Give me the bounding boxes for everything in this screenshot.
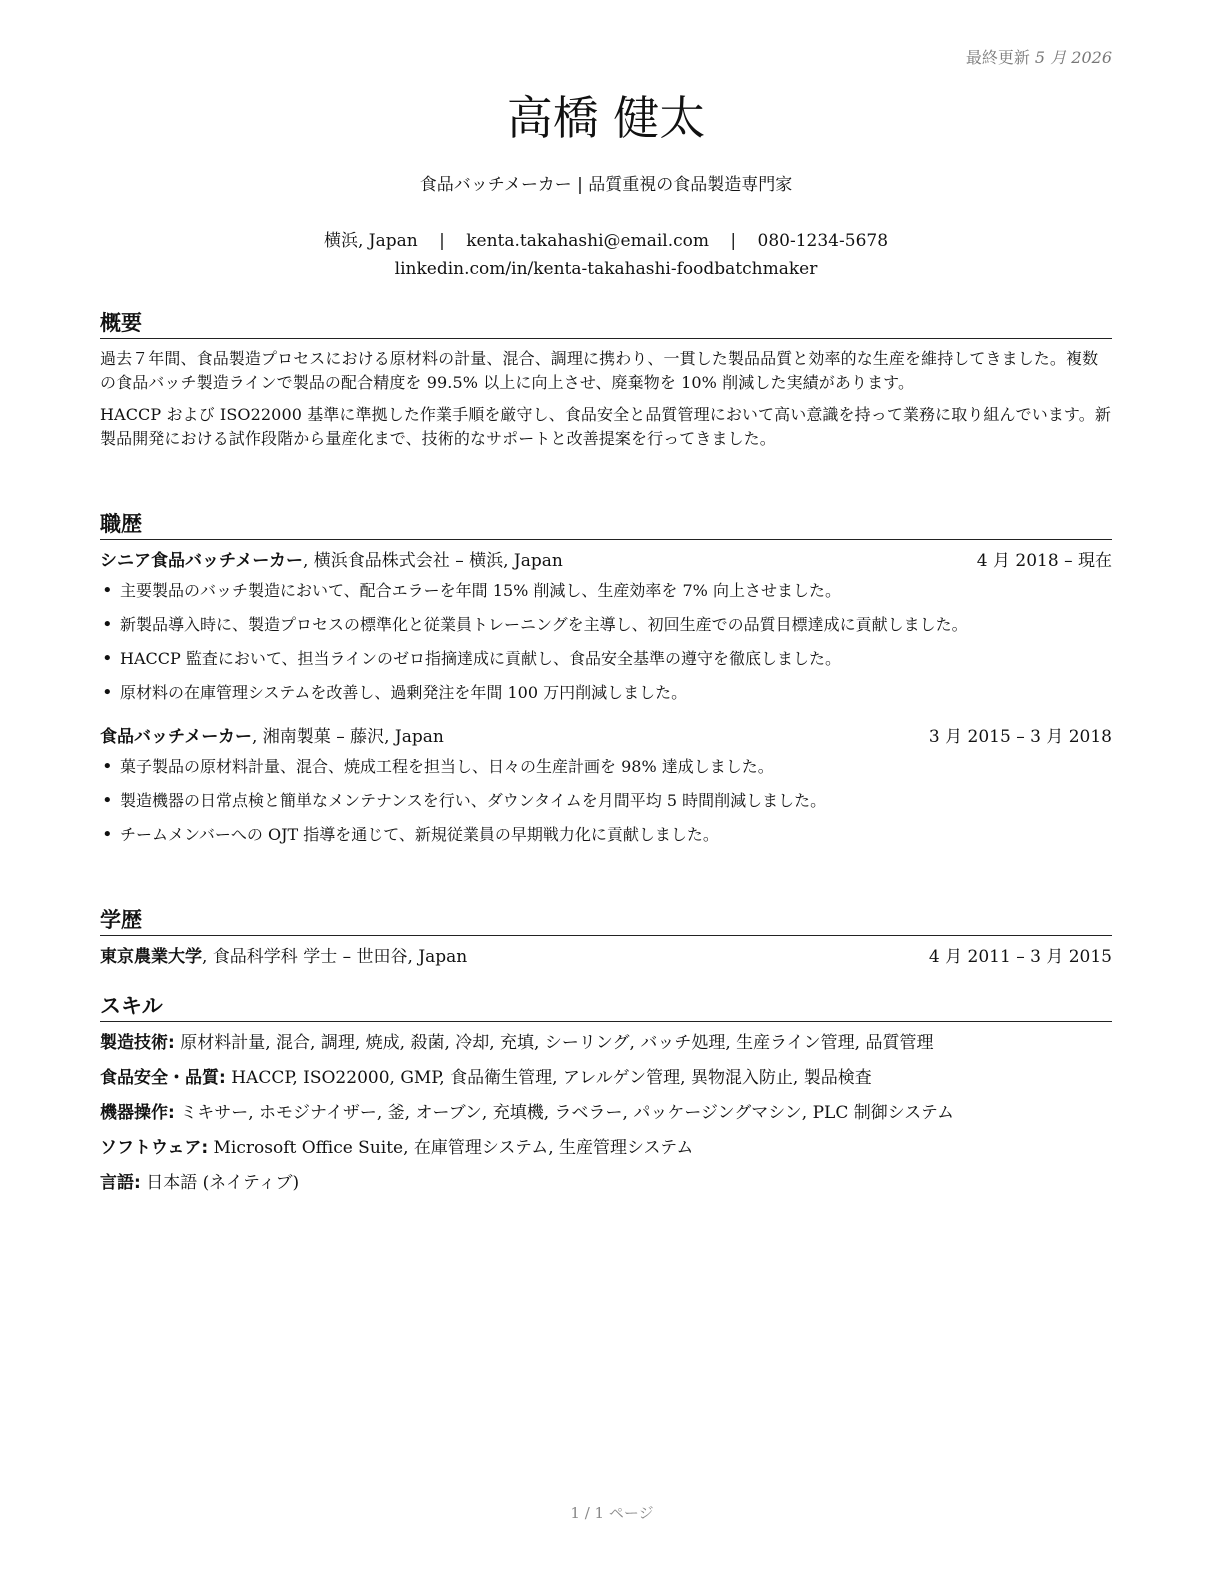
contact-separator: |: [439, 231, 445, 251]
job-header: [100, 548, 1112, 574]
education-section: [100, 906, 1112, 970]
location: 横浜, Japan: [323, 231, 418, 251]
section-title-education: 学歴: [100, 906, 1112, 936]
phone[interactable]: 080-1234-5678: [757, 231, 889, 251]
skill-values: HACCP, ISO22000, GMP, 食品衛生管理, アレルゲン管理, 異物混入防止, 製品検査: [225, 1068, 872, 1088]
contact-line: [100, 226, 1112, 251]
experience-section: [100, 510, 1112, 856]
skill-values: ミキサー, ホモジナイザー, 釜, オーブン, 充填機, ラベラー, パッケージングマシン, PLC 制御システム: [174, 1103, 955, 1123]
job-bullet: • 主要製品のバッチ製造において、配合エラーを年間 15% 削減し、生産効率を 7% 向上させました。: [100, 578, 1112, 603]
summary-paragraph: HACCP および ISO22000 基準に準拠した作業手順を厳守し、食品安全と品質管理において高い意識を持って業務に取り組んでいます。新製品開発における試作段階から量産化まで、技術的なサポートと改善提案を行ってきました。: [100, 405, 1111, 448]
education-entry: [100, 944, 1112, 970]
job-entry: [100, 724, 1112, 847]
job-bullets: [100, 578, 1112, 705]
job-bullets: [100, 754, 1112, 847]
section-title-skills: スキル: [100, 992, 1112, 1022]
section-title-experience: 職歴: [100, 510, 1112, 540]
headline: 食品バッチメーカー | 品質重視の食品製造専門家: [419, 175, 793, 195]
job-bullet: • 新製品導入時に、製造プロセスの標準化と従業員トレーニングを主導し、初回生産での品質目標達成に貢献しました。: [100, 612, 1112, 637]
education-dates: 4 月 2011 – 3 月 2015: [928, 947, 1112, 967]
skill-row: [100, 1065, 1112, 1091]
summary-paragraph: 過去７年間、食品製造プロセスにおける原材料の計量、混合、調理に携わり、一貫した製品品質と効率的な生産を維持してきました。複数の食品バッチ製造ラインで製品の配合精度を 99.5% 以上に向上させ、廃棄物を 10% 削減した実績があります。: [100, 349, 1099, 392]
job-bullet: • 原材料の在庫管理システムを改善し、過剰発注を年間 100 万円削減しました。: [100, 680, 1112, 705]
last-updated-date: 5 月 2026: [1034, 48, 1112, 67]
job-bullet: • チームメンバーへの OJT 指導を通じて、新規従業員の早期戦力化に貢献しました。: [100, 822, 1112, 847]
skill-category: 食品安全・品質:: [100, 1068, 226, 1088]
job-dates: 3 月 2015 – 3 月 2018: [928, 727, 1112, 747]
school-name: 東京農業大学: [100, 947, 202, 967]
skills-section: [100, 992, 1112, 1205]
job-company-location: , 横浜食品株式会社 – 横浜, Japan: [302, 551, 563, 571]
email-link[interactable]: kenta.takahashi@email.com: [466, 231, 709, 251]
linkedin-link[interactable]: linkedin.com/in/kenta-takahashi-foodbatchmaker: [394, 259, 818, 279]
summary-section: [100, 309, 1112, 459]
candidate-name: 高橋 健太: [506, 91, 706, 145]
contact-separator: |: [730, 231, 737, 251]
skill-row: [100, 1170, 1112, 1196]
skill-category: 言語:: [100, 1173, 141, 1193]
job-bullet: • HACCP 監査において、担当ラインのゼロ指摘達成に貢献し、食品安全基準の遵守を徹底しました。: [100, 646, 1112, 671]
last-updated: [966, 45, 1112, 68]
job-header: [100, 724, 1112, 750]
skill-values: 日本語 (ネイティブ): [140, 1173, 300, 1193]
skill-values: 原材料計量, 混合, 調理, 焼成, 殺菌, 冷却, 充填, シーリング, バッチ処理, 生産ライン管理, 品質管理: [174, 1033, 934, 1053]
skill-row: [100, 1030, 1112, 1056]
degree-location: , 食品科学科 学士 – 世田谷, Japan: [202, 947, 468, 967]
job-role: 食品バッチメーカー: [100, 727, 252, 747]
job-bullet: • 製造機器の日常点検と簡単なメンテナンスを行い、ダウンタイムを月間平均 5 時間削減しました。: [100, 788, 1112, 813]
job-dates: 4 月 2018 – 現在: [976, 551, 1112, 571]
job-bullet: • 菓子製品の原材料計量、混合、焼成工程を担当し、日々の生産計画を 98% 達成しました。: [100, 754, 1112, 779]
job-entry: [100, 548, 1112, 705]
resume-page: [100, 0, 1112, 1584]
job-company-location: , 湘南製菓 – 藤沢, Japan: [251, 727, 444, 747]
page-indicator: 1 / 1 ページ: [570, 1504, 654, 1522]
section-title-summary: 概要: [100, 309, 1112, 339]
skill-values: Microsoft Office Suite, 在庫管理システム, 生産管理システム: [208, 1138, 694, 1158]
job-role: シニア食品バッチメーカー: [100, 551, 303, 571]
skill-row: [100, 1100, 1112, 1126]
skill-category: ソフトウェア:: [100, 1138, 209, 1158]
skill-row: [100, 1135, 1112, 1161]
last-updated-label: 最終更新: [965, 48, 1030, 67]
skill-category: 製造技術:: [100, 1033, 175, 1053]
skill-category: 機器操作:: [100, 1103, 175, 1123]
